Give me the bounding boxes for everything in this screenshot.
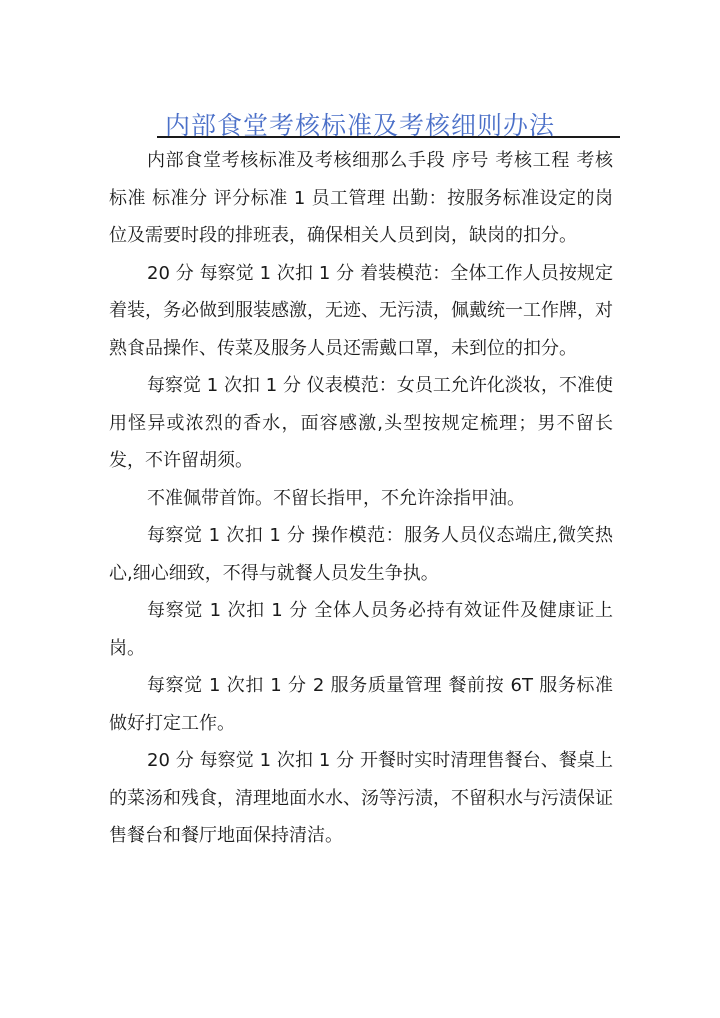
paragraph-conduct: 每察觉 1 次扣 1 分 操作模范：服务人员仪态端庄,微笑热心,细心细致，不得与就餐人员发生争执。 <box>109 525 613 584</box>
document-title: 内部食堂考核标准及考核细则办法 <box>164 110 555 140</box>
paragraph-attendance: 内部食堂考核标准及考核细那么手段 序号 考核工程 考核标准 标准分 评分标准 1 员工管理 出勤：按服务标准设定的岗位及需要时段的排班表，确保相关人员到岗，缺岗的扣分。 <box>109 150 613 246</box>
paragraph-service-quality: 每察觉 1 次扣 1 分 2 服务质量管理 餐前按 6T 服务标准做好打定工作。 <box>109 675 613 734</box>
paragraph-appearance: 每察觉 1 次扣 1 分 仪表模范：女员工允许化淡妆，不准使用怪异或浓烈的香水，面容感激,头型按规定梳理；男不留长发，不许留胡须。 <box>109 375 613 471</box>
title-underline <box>157 136 620 138</box>
paragraph-cleaning: 20 分 每察觉 1 次扣 1 分 开餐时实时清理售餐台、餐桌上的菜汤和残食，清理地面水水、汤等污渍，不留积水与污渍保证售餐台和餐厅地面保持清洁。 <box>109 750 613 846</box>
paragraph-accessories: 不准佩带首饰。不留长指甲，不允许涂指甲油。 <box>147 487 525 509</box>
paragraph-dress-code: 20 分 每察觉 1 次扣 1 分 着装模范：全体工作人员按规定着装，务必做到服装感激，无迹、无污渍，佩戴统一工作牌，对熟食品操作、传菜及服务人员还需戴口罩，未到位的扣分。 <box>109 262 613 359</box>
document-body <box>109 142 613 855</box>
paragraph-health-certificate: 每察觉 1 次扣 1 分 全体人员务必持有效证件及健康证上岗。 <box>109 600 613 659</box>
